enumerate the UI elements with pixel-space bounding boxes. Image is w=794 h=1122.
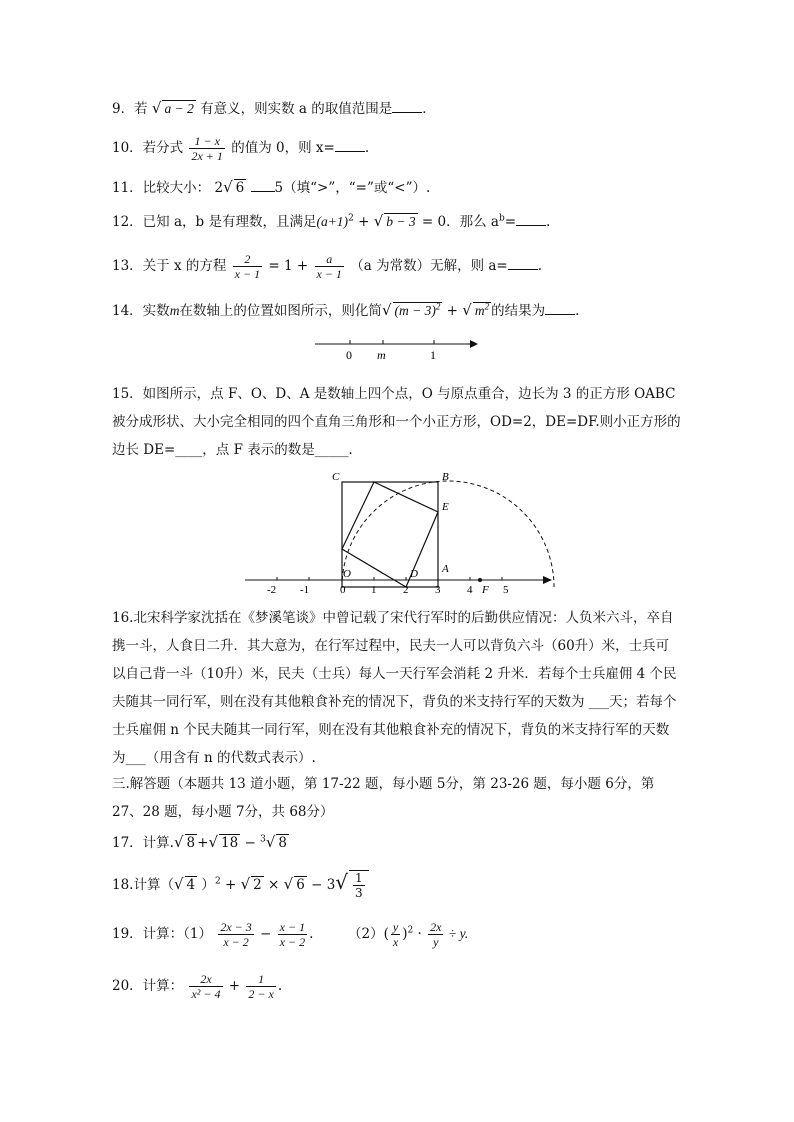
sqrt-icon: √ — [283, 875, 294, 893]
q13-fraction-1 — [233, 252, 262, 281]
q12-radicand: b − 3 — [386, 214, 416, 229]
q11-radicand: 6 — [235, 180, 245, 196]
vertex-label-e: E — [442, 501, 449, 513]
sqrt-icon: √ — [208, 833, 219, 851]
q15-text: 15．如图所示，点 F、O、D、A 是数轴上四个点，O 与原点重合，边长为 3 的正方形 OABC 被分成形状、大小完全相同的四个直角三角形和一个小正方形，OD=2，DE=DF.则小正方形的边长 DE=____，点 F 表示的数是_____． — [112, 386, 681, 458]
fraction-numerator: 1 — [246, 972, 275, 987]
exponent: 2 — [348, 213, 354, 224]
tick-label: 4 — [467, 584, 473, 596]
q19-fraction-b — [278, 920, 307, 949]
vertex-label-c: C — [332, 471, 340, 483]
fraction-numerator: 2x − 3 — [220, 920, 252, 934]
q13-prefix: 13．关于 x 的方程 — [112, 258, 227, 274]
tick-label: 2 — [403, 584, 409, 596]
q12-end: . — [546, 214, 551, 230]
q14-mid: 在数轴上的位置如图所示，则化简 — [179, 303, 382, 319]
number-line-figure — [310, 332, 490, 366]
minus-sign: − — [240, 835, 261, 851]
cube-root-index: 3 — [260, 834, 266, 845]
sqrt-icon: √ — [223, 178, 233, 196]
fraction-denominator: x − 2 — [223, 935, 249, 949]
sqrt-icon: √ — [151, 99, 162, 117]
q13-fraction-2 — [315, 252, 344, 281]
q19-fraction-c — [391, 920, 400, 949]
times-sign: × — [263, 877, 284, 893]
exponent: 2 — [484, 301, 490, 312]
tick-label: 5 — [503, 584, 509, 596]
q14-radical-2 — [473, 302, 491, 319]
fraction-numerator: y — [392, 920, 399, 934]
q12-square-term: (a+1) — [316, 214, 349, 229]
tick-label: 0 — [340, 584, 346, 596]
q14-radicand-2: m — [474, 303, 485, 318]
tick-label: -1 — [300, 584, 310, 596]
sqrt-icon: √ — [462, 301, 472, 319]
q18-radicand-2: 2 — [253, 877, 262, 893]
q14-variable: m — [169, 303, 180, 318]
axis-arrow-icon — [543, 576, 552, 584]
square-figure — [240, 466, 560, 596]
section-3-text: 三.解答题（本题共 13 道小题，第 17-22 题，每小题 5分，第 23-26 题，每小题 6分，第 27、28 题，每小题 7分，共 68分） — [112, 776, 655, 820]
answer-blank[interactable] — [335, 137, 365, 152]
q9-end: ． — [422, 101, 436, 117]
q13-mid: = 1 + — [268, 258, 309, 274]
q14-suffix: 的结果为 — [491, 303, 546, 319]
q12-equals: = — [504, 214, 517, 230]
q12-prefix: 12．已知 a，b 是有理数，且满足 — [112, 214, 317, 230]
section-3-header — [112, 770, 682, 826]
fraction-denominator: 2x + 1 — [191, 149, 223, 163]
q11-prefix: 11．比较大小： — [112, 180, 211, 196]
vertex-label-o: O — [343, 568, 351, 580]
cube-root-icon: √ — [265, 833, 276, 851]
plus-sign: + — [353, 214, 374, 230]
fraction-numerator: 2 — [233, 252, 262, 267]
sqrt-icon: √ — [240, 875, 251, 893]
exponent-b: b — [498, 213, 505, 224]
fraction-numerator: 1 — [355, 871, 363, 885]
q19-part2: （2）( — [348, 926, 389, 942]
question-15 — [112, 380, 682, 464]
minus-sign: − — [255, 926, 276, 942]
q9-prefix: 9．若 — [112, 101, 148, 117]
answer-blank[interactable] — [251, 177, 275, 192]
fraction-denominator: x² − 4 — [191, 987, 221, 1001]
q18-fraction — [353, 871, 365, 900]
tick-label: -2 — [267, 584, 277, 596]
fraction-denominator: 3 — [355, 886, 363, 900]
tick-label: 1 — [371, 584, 377, 596]
answer-blank[interactable] — [545, 300, 575, 315]
question-9 — [112, 97, 682, 120]
plus-sign: + — [224, 978, 245, 994]
fraction-denominator: x − 1 — [234, 267, 261, 281]
period: . — [309, 926, 314, 942]
vertex-label-b: B — [442, 471, 449, 483]
answer-blank[interactable] — [392, 98, 422, 113]
q18-prefix: 18.计算（ — [112, 877, 174, 893]
q17-prefix: 17．计算. — [112, 835, 174, 851]
q17-radicand-2: 18 — [221, 835, 239, 851]
q20-prefix: 20．计算： — [112, 978, 184, 994]
q10-fraction — [189, 134, 224, 163]
q11-suffix: 5（填“>”，“=”或“<”）. — [274, 180, 431, 196]
exponent: 2 — [214, 876, 221, 887]
question-10 — [112, 134, 682, 163]
point-f — [478, 578, 482, 582]
q14-radical-1 — [393, 302, 443, 319]
exponent: 2 — [435, 301, 441, 312]
q18-radical-fraction — [349, 870, 369, 900]
fraction-denominator: x — [392, 935, 399, 949]
sqrt-icon: √ — [173, 875, 184, 893]
fraction-denominator: y — [433, 935, 439, 949]
equals-zero: = 0 — [417, 214, 447, 230]
q18-radicand-1: 4 — [186, 877, 196, 893]
answer-blank[interactable] — [516, 211, 546, 226]
fraction-numerator: 1 − x — [189, 134, 224, 149]
q10-prefix: 10．若分式 — [112, 140, 184, 156]
fraction-numerator: 2x — [430, 920, 442, 934]
q19-prefix: 19．计算：（1） — [112, 926, 213, 942]
question-20 — [112, 972, 682, 1001]
plus-sign: + — [442, 303, 463, 319]
q9-suffix: 有意义，则实数 a 的取值范围是 — [200, 101, 393, 117]
exponent: 2 — [407, 925, 414, 936]
q13-suffix: （a 为常数）无解，则 a= — [350, 258, 508, 274]
fraction-numerator: x − 1 — [279, 920, 306, 934]
q19-close: ) — [402, 926, 408, 942]
q14-radicand-1: (m − 3) — [394, 303, 436, 318]
q19-fraction-d — [428, 920, 443, 949]
multiply-dot: · — [413, 926, 427, 942]
question-11 — [112, 176, 682, 199]
tick-label: 3 — [435, 584, 441, 596]
q16-text: 16.北宋科学家沈括在《梦溪笔谈》中曾记载了宋代行军时的后勤供应情况：人负米六斗，卒自携一斗，人食日二升．其大意为，在行军过程中，民夫一人可以背负六斗（60升）米，士兵可以自己背一斗（10升）米，民夫（士兵）每人一天行军会消耗 2 升米．若每个士兵雇佣 4 个民夫随其一同行军，则在没有其他粮食补充的情况下，背负的米支持行军的天数为 ___天；若每个士兵雇佣 n 个民夫随其一同行军，则在没有其他粮食补充的情况下，背负的米支持行军的天数为___（用含有 n 的代数式表示）. — [112, 610, 677, 766]
q12-suffix: ．那么 a — [446, 214, 499, 230]
q10-end: . — [364, 140, 370, 156]
q14-end: . — [575, 303, 580, 319]
sqrt-icon: √ — [373, 212, 384, 230]
q19-fraction-a — [218, 920, 253, 949]
question-12 — [112, 210, 682, 233]
q10-suffix: 的值为 0，则 x= — [231, 140, 335, 156]
vertex-label-a: A — [442, 563, 449, 575]
arrow-icon — [470, 340, 478, 348]
label-m: m — [377, 348, 386, 362]
fraction-numerator: a — [315, 252, 344, 267]
question-17 — [112, 831, 682, 854]
question-14 — [112, 299, 682, 322]
answer-blank[interactable] — [508, 255, 538, 270]
q20-fraction-a — [189, 972, 222, 1001]
sqrt-icon: √ — [173, 833, 184, 851]
minus-three: − 3 — [306, 877, 336, 893]
question-13 — [112, 252, 682, 281]
divide-y: ÷ y. — [445, 926, 469, 941]
q20-fraction-b — [246, 972, 275, 1001]
q18-radicand-3: 6 — [296, 877, 305, 893]
question-18 — [112, 870, 682, 900]
fraction-denominator: x − 2 — [279, 935, 306, 949]
label-0: 0 — [346, 348, 352, 362]
period: . — [277, 978, 283, 994]
plus-sign: + — [197, 835, 209, 851]
q11-coefficient: 2 — [214, 180, 224, 196]
q17-radicand-3: 8 — [278, 835, 287, 851]
sqrt-icon: √ — [335, 870, 349, 894]
q14-prefix: 14．实数 — [112, 303, 170, 319]
vertex-label-d: D — [410, 568, 418, 580]
plus-sign: + — [220, 877, 241, 893]
q17-radicand-1: 8 — [186, 835, 196, 851]
q18-close: ） — [197, 877, 215, 893]
question-19 — [112, 920, 682, 949]
q9-radicand: a − 2 — [164, 101, 194, 116]
sqrt-icon: √ — [381, 301, 392, 319]
fraction-denominator: 2 − x — [248, 987, 274, 1001]
question-16 — [112, 604, 682, 772]
fraction-numerator: 2x — [189, 972, 222, 987]
vertex-label-f: F — [482, 584, 489, 596]
label-1: 1 — [430, 348, 436, 362]
fraction-denominator: x − 1 — [316, 267, 342, 281]
q13-end: . — [537, 258, 543, 274]
